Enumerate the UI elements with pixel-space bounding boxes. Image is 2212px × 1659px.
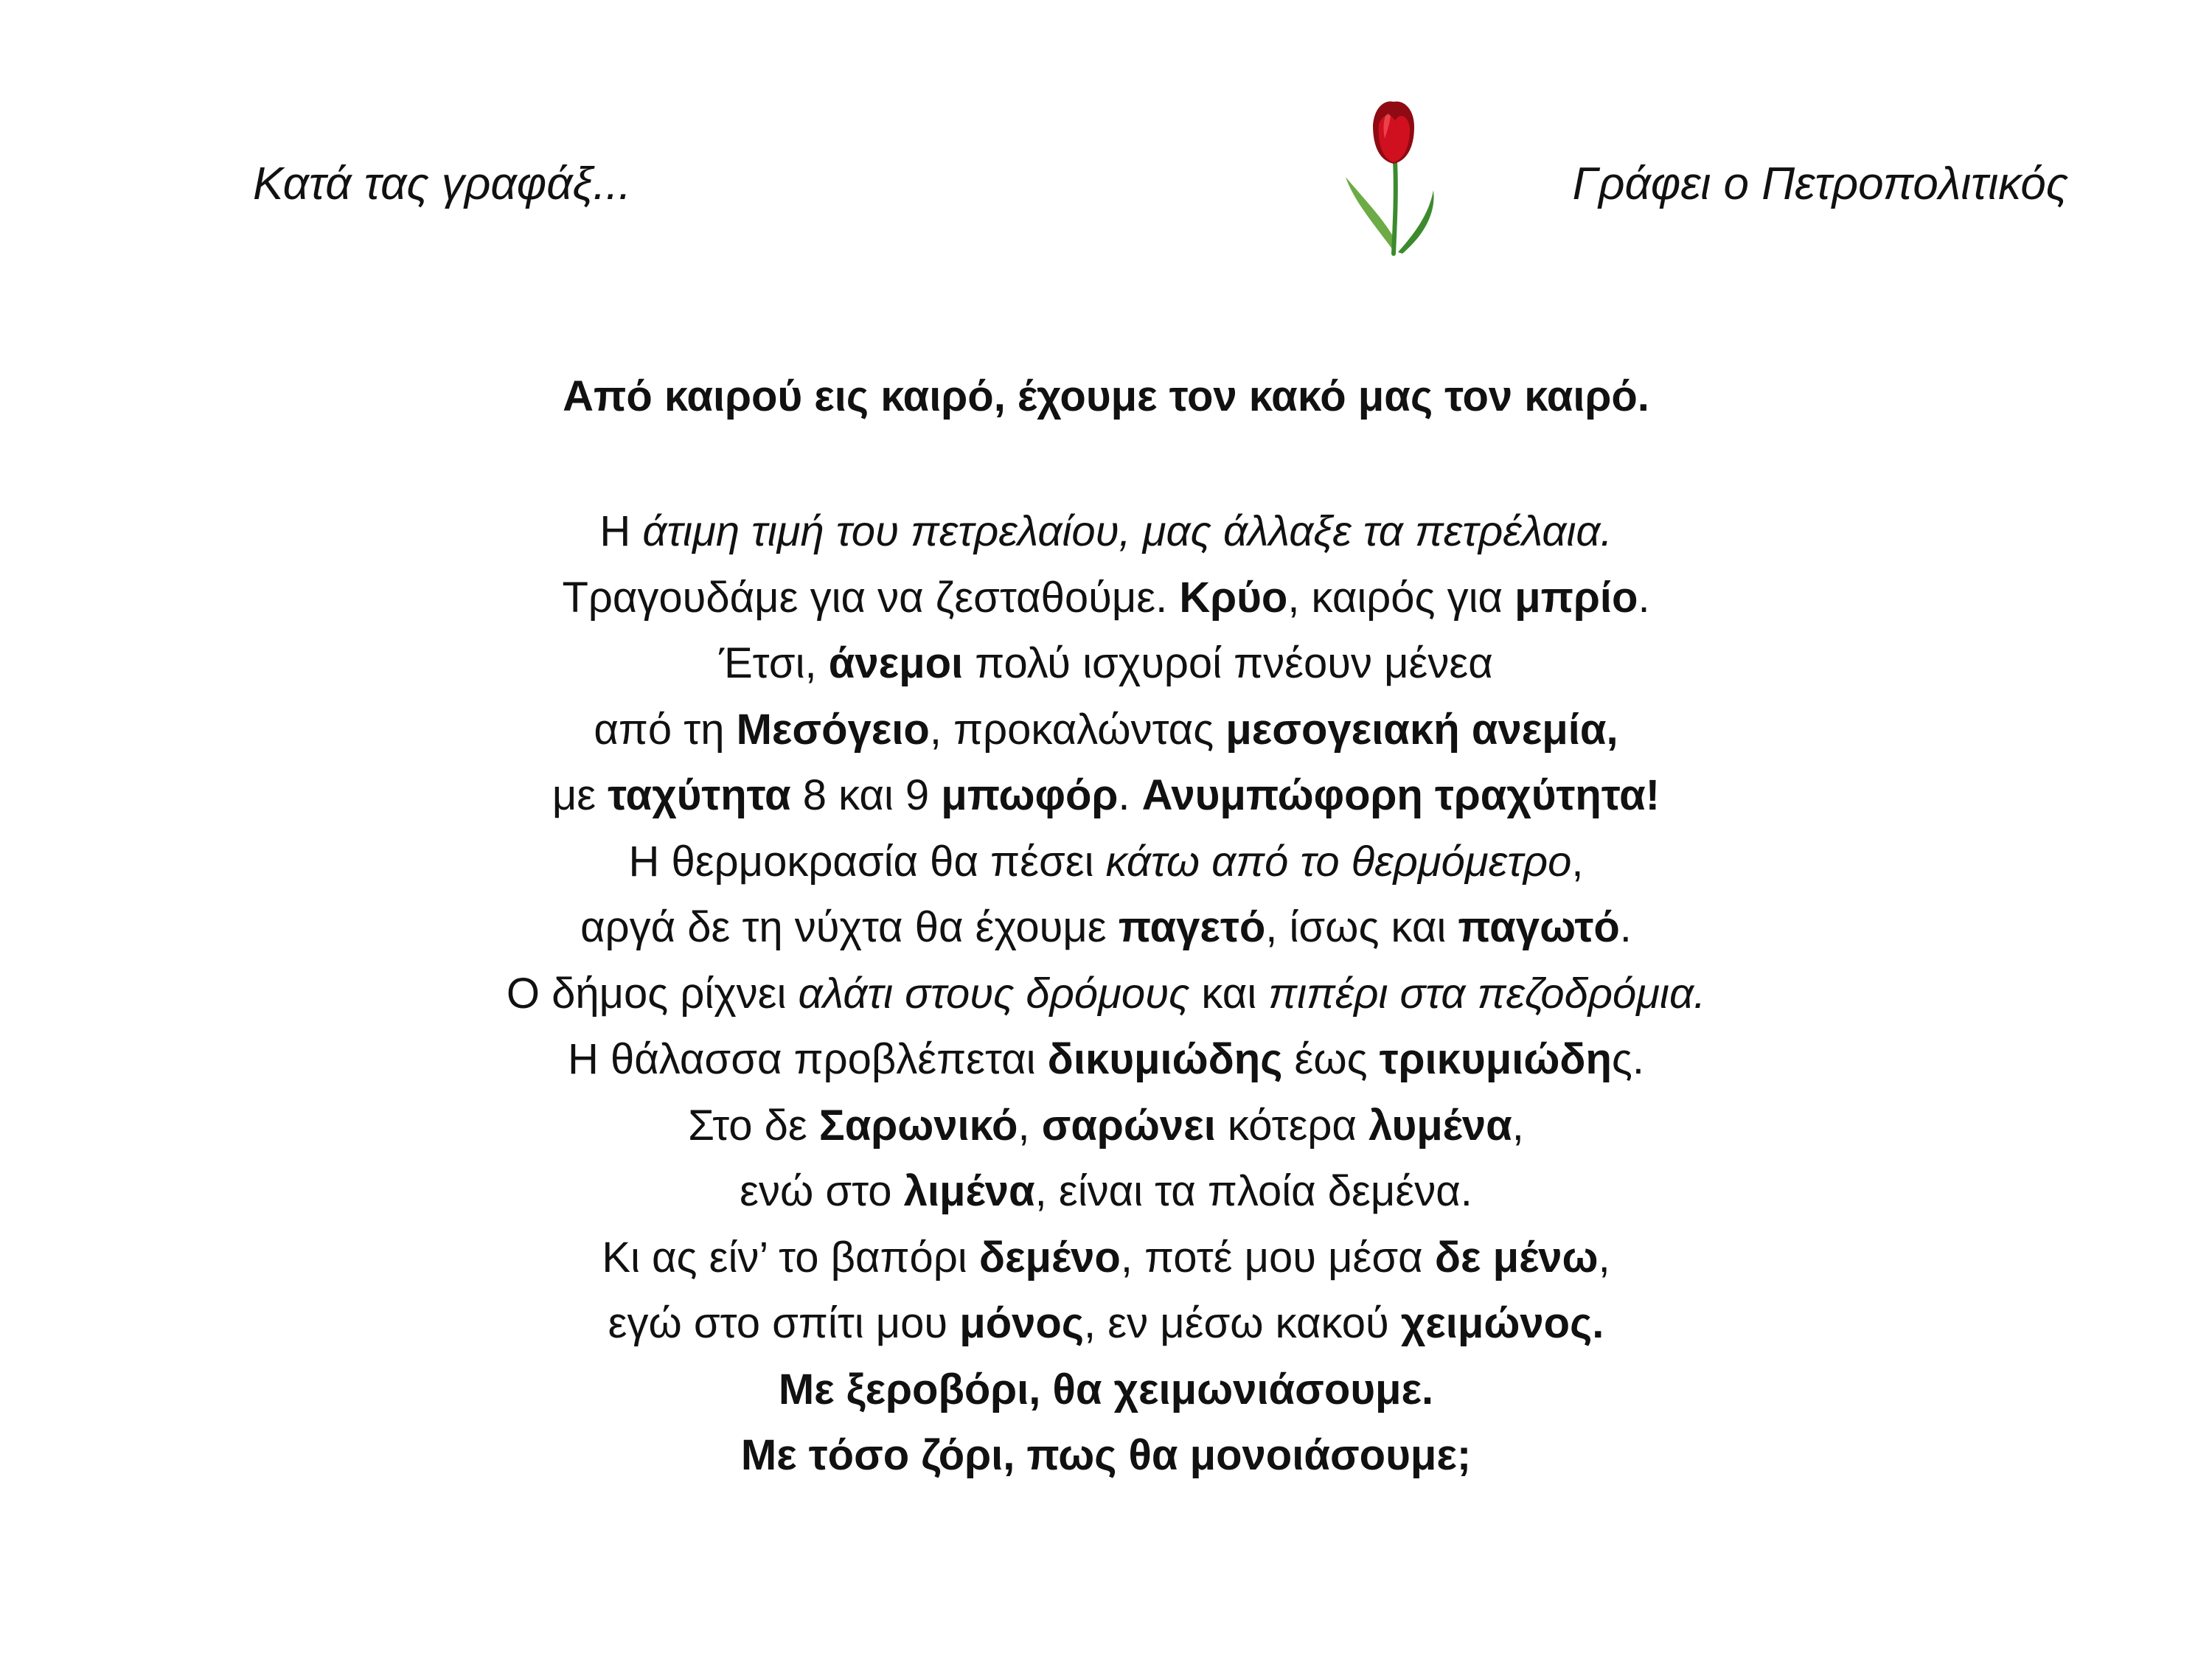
poem-line <box>0 498 2212 565</box>
poem-text-segment: Τραγουδάμε για να ζεσταθούμε. <box>562 573 1180 622</box>
poem-line <box>0 630 2212 697</box>
poem-text-segment: λιμένα <box>903 1167 1035 1215</box>
poem-text-segment: χειμώνος. <box>1400 1299 1604 1347</box>
poem-line <box>0 697 2212 763</box>
poem-text-segment: έως <box>1282 1035 1380 1083</box>
poem-text-segment: κότερα <box>1215 1101 1369 1150</box>
poem-text-segment: , ίσως και <box>1265 903 1458 951</box>
poem-text-segment: Με τόσο ζόρι, πως θα μονοιάσουμε; <box>740 1431 1472 1479</box>
poem-line <box>0 1093 2212 1159</box>
poem-text-segment: παγωτό <box>1458 903 1620 951</box>
poem-text-segment: , <box>1512 1101 1524 1150</box>
poem-text-segment: δεμένο <box>978 1233 1121 1281</box>
poem-text-segment: από τη <box>594 705 737 754</box>
poem-text-segment: Μεσόγειο <box>736 705 930 754</box>
poem-body <box>0 498 2212 1489</box>
poem-line <box>0 1225 2212 1291</box>
poem-line <box>0 565 2212 631</box>
poem-text-segment: μόνος <box>959 1299 1085 1347</box>
poem-text-segment: Η <box>599 507 643 555</box>
red-tulip-icon <box>1342 96 1445 258</box>
poem-text-segment: τρικυμιώδη <box>1379 1035 1612 1083</box>
poem-text-segment: λυμένα <box>1368 1101 1512 1150</box>
poem-text-segment: ς. <box>1611 1035 1644 1083</box>
poem-text-segment: Η θάλασσα προβλέπεται <box>567 1035 1048 1083</box>
poem-text-segment: εγώ στο σπίτι μου <box>608 1299 960 1347</box>
poem-text-segment: Σαρωνικό <box>818 1101 1018 1150</box>
poem-text-segment: 8 και 9 <box>790 771 942 819</box>
poem-text-segment: μπρίο <box>1514 573 1638 622</box>
header-left-caption: Κατά τας γραφάξ... <box>253 159 631 209</box>
poem-text-segment: άνεμοι <box>828 639 964 687</box>
poem-text-segment: , <box>1571 837 1584 886</box>
poem-text-segment: σαρώνει <box>1041 1101 1216 1150</box>
poem-line <box>0 1422 2212 1489</box>
poem-text-segment: παγετό <box>1118 903 1266 951</box>
poem-line <box>0 1357 2212 1423</box>
poem-line <box>0 1290 2212 1357</box>
poem-line <box>0 894 2212 961</box>
poem-text-segment: Ανυμπώφορη τραχύτητα! <box>1141 771 1660 819</box>
poem-line <box>0 961 2212 1027</box>
poem-line <box>0 1026 2212 1093</box>
poem-text-segment: , προκαλώντας <box>929 705 1226 754</box>
poem-text-segment: Με ξεροβόρι, θα χειμωνιάσουμε. <box>778 1365 1434 1413</box>
poem-text-segment: Ο δήμος ρίχνει <box>506 969 799 1018</box>
poem-text-segment: αλάτι στους δρόμους <box>798 969 1190 1018</box>
poem-line <box>0 1158 2212 1225</box>
poem-text-segment: ταχύτητα <box>608 771 791 819</box>
poem-text-segment: δε μένω <box>1434 1233 1599 1281</box>
poem-text-segment: μεσογειακή ανεμία, <box>1225 705 1618 754</box>
poem-text-segment: δικυμιώδης <box>1047 1035 1283 1083</box>
poem-text-segment: και <box>1189 969 1269 1018</box>
poem-line <box>0 762 2212 829</box>
poem-text-segment: . <box>1118 771 1142 819</box>
poem-text-segment: Κι ας είν’ το βαπόρι <box>602 1233 979 1281</box>
poem-text-segment: , είναι τα πλοία δεμένα. <box>1034 1167 1472 1215</box>
poem-text-segment: , <box>1018 1101 1042 1150</box>
poem-text-segment: πολύ ισχυροί πνέουν μένεα <box>963 639 1493 687</box>
poem-text-segment: Η θερμοκρασία θα πέσει <box>628 837 1106 886</box>
poem-text-segment: ενώ στο <box>740 1167 904 1215</box>
poem-text-segment: Κρύο <box>1179 573 1288 622</box>
poem-text-segment: με <box>552 771 608 819</box>
poem-line <box>0 829 2212 895</box>
poem-text-segment: Στο δε <box>688 1101 819 1150</box>
poem-text-segment: άτιμη τιμή του πετρελαίου, μας άλλαξε τα πετρέλαια. <box>642 507 1613 555</box>
poem-text-segment: αργά δε τη νύχτα θα έχουμε <box>580 903 1119 951</box>
headline: Από καιρού εις καιρό, έχουμε τον κακό μας τον καιρό. <box>563 372 1649 420</box>
header-right-caption: Γράφει ο Πετροπολιτικός <box>1572 159 2068 209</box>
poem-text-segment: κάτω από το θερμόμετρο <box>1105 837 1572 886</box>
poem-text-segment: , <box>1598 1233 1610 1281</box>
poem-text-segment: . <box>1638 573 1650 622</box>
poem-text-segment: . <box>1619 903 1632 951</box>
poem-text-segment: , καιρός για <box>1287 573 1515 622</box>
poem-text-segment: μπωφόρ <box>941 771 1119 819</box>
poem-text-segment: , εν μέσω κακού <box>1084 1299 1401 1347</box>
poem-text-segment: , ποτέ μου μέσα <box>1120 1233 1435 1281</box>
poem-text-segment: Έτσι, <box>719 639 829 687</box>
poem-text-segment: πιπέρι στα πεζοδρόμια. <box>1268 969 1706 1018</box>
